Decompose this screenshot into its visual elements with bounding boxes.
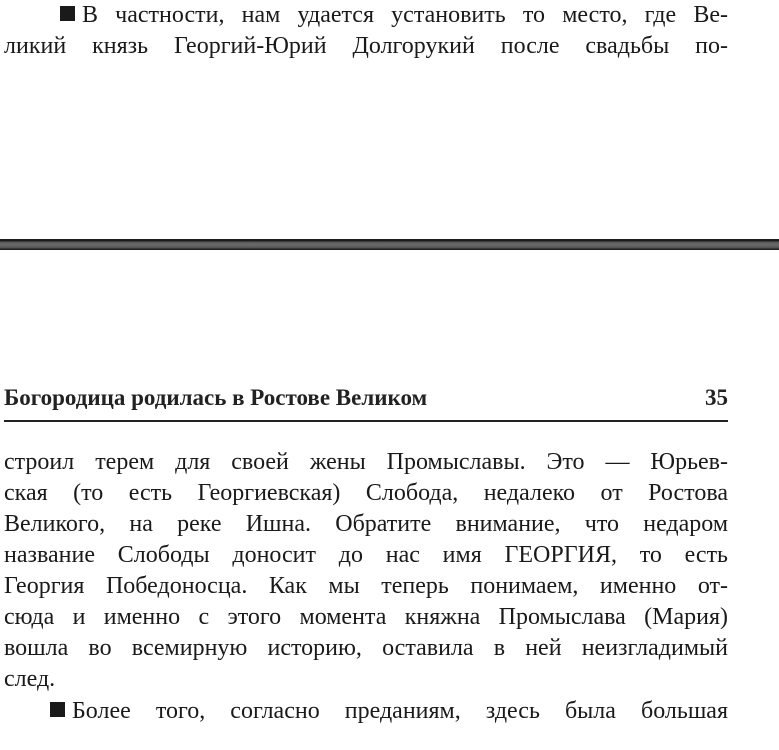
line-text: В частности, нам удается установить то место, где Ве- <box>82 2 728 28</box>
line-text: Более того, согласно преданиям, здесь была большая <box>72 698 728 724</box>
paragraph-line: ликий князь Георгий-Юрий Долгорукий после свадьбы по- <box>4 33 728 59</box>
bottom-page <box>0 252 779 750</box>
paragraph-line: ская (то есть Георгиевская) Слобода, недалеко от Ростова <box>4 480 728 506</box>
page-divider <box>0 239 779 250</box>
page-number: 35 <box>705 385 728 410</box>
square-bullet-icon <box>60 6 75 21</box>
paragraph-line: строил терем для своей жены Промыславы. Это — Юрьев- <box>4 449 728 475</box>
chapter-title: Богородица родилась в Ростове Великом <box>4 385 428 410</box>
header-rule <box>4 420 728 422</box>
square-bullet-icon <box>50 702 65 717</box>
top-page <box>0 0 779 238</box>
paragraph-line: название Слободы доносит до нас имя ГЕОРГИЯ, то есть <box>4 542 728 568</box>
paragraph-line: Великого, на реке Ишна. Обратите внимание, что недаром <box>4 511 728 537</box>
paragraph-line: след. <box>4 666 56 692</box>
paragraph-line: вошла во всемирную историю, оставила в ней неизгладимый <box>4 635 728 661</box>
running-header <box>4 383 728 413</box>
paragraph-line: сюда и именно с этого момента княжна Промыслава (Мария) <box>4 604 728 630</box>
paragraph-line <box>60 0 728 30</box>
paragraph-line: Георгия Победоносца. Как мы теперь понимаем, именно от- <box>4 573 728 599</box>
paragraph-line-partial <box>50 696 728 726</box>
